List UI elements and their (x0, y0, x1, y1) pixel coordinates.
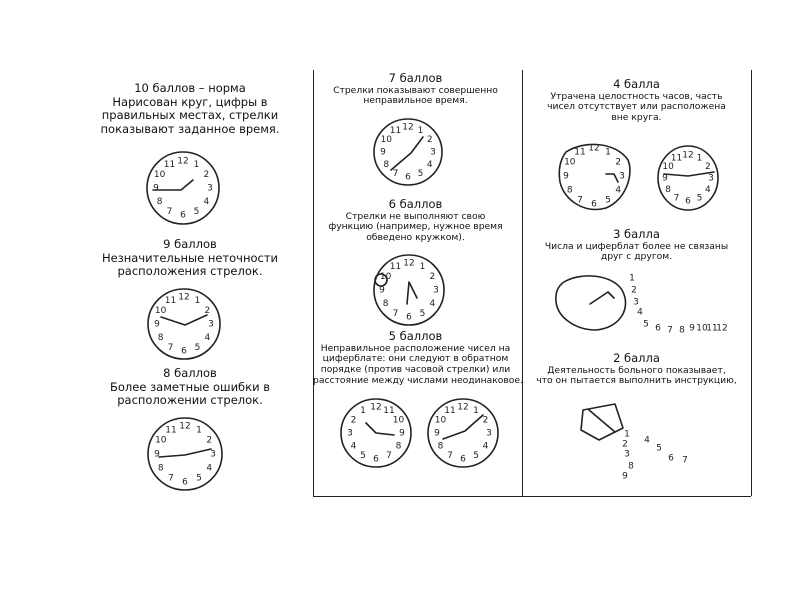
clock-numeral: 5 (419, 308, 426, 319)
scattered-numeral: 3 (633, 297, 639, 308)
clock-numeral: 8 (566, 185, 573, 196)
clock-4-points-left (554, 138, 640, 216)
score-5-line-2: циферблате: они следуют в обратном (322, 353, 509, 365)
clock-numeral: 1 (696, 153, 703, 164)
clock-numeral: 3 (433, 285, 439, 296)
clock-2-points (575, 400, 705, 485)
clock-numeral: 4 (206, 463, 213, 474)
clock-7-points (371, 115, 445, 189)
clock-numeral: 4 (350, 441, 357, 452)
clock-numeral: 12 (588, 143, 600, 154)
clock-numeral: 2 (206, 435, 213, 446)
clock-numeral: 4 (705, 185, 711, 195)
clock-numeral: 7 (447, 451, 453, 461)
clock-numeral: 5 (605, 195, 611, 206)
score-5-line-3: порядке (против часовой стрелки) или (320, 364, 511, 376)
clock-numeral: 3 (210, 449, 216, 460)
score-8-line-1: Более заметные ошибки в (109, 379, 270, 394)
score-5-line-1: Неправильное расположение чисел на (320, 342, 511, 354)
clock-6-points (371, 252, 447, 328)
clock-numeral: 2 (426, 135, 433, 145)
clock-5-right-numerals (434, 403, 492, 465)
clock-numeral: 9 (434, 428, 440, 439)
clock-5-right-hands (443, 415, 483, 439)
clock-numeral: 1 (417, 125, 424, 136)
score-9-line-1: Незначительные неточности (101, 250, 279, 265)
clock-numeral: 2 (429, 272, 436, 282)
score-8-title: 8 баллов (163, 366, 217, 380)
clock-numeral: 12 (177, 156, 189, 167)
clock-numeral: 9 (399, 428, 405, 439)
clock-numeral: 7 (167, 342, 174, 353)
clock-numeral: 10 (380, 135, 393, 145)
clock-numeral: 10 (392, 415, 405, 426)
scattered-numeral: 6 (655, 323, 661, 334)
clock-numeral: 10 (564, 157, 576, 168)
divider-vertical-left (313, 70, 314, 496)
clock-7-numerals (380, 123, 436, 183)
clock-numeral: 12 (178, 292, 190, 303)
clock-numeral: 6 (181, 346, 187, 357)
score-9-title: 9 баллов (163, 237, 217, 251)
clock-numeral: 7 (386, 451, 392, 461)
scattered-numeral: 11 (706, 323, 718, 334)
clock-numeral: 6 (685, 196, 691, 207)
clock-10-hands (153, 180, 193, 190)
clock-numeral: 4 (482, 441, 489, 452)
score-10-description (80, 82, 300, 136)
clock-numeral: 9 (380, 147, 386, 158)
clock-numeral: 8 (156, 197, 163, 207)
clock-numeral: 7 (392, 169, 399, 180)
clock-numeral: 2 (350, 415, 357, 426)
clock-numeral: 4 (615, 185, 622, 196)
clock-2-hand (589, 410, 615, 432)
clock-numeral: 8 (157, 463, 164, 474)
clock-8-hands (159, 449, 211, 457)
score-3-title: 3 балла (613, 227, 660, 241)
score-4-line-2: чисел отсутствует или расположена (547, 101, 726, 113)
clock-numeral: 6 (180, 210, 186, 221)
clock-numeral: 11 (670, 153, 683, 164)
scattered-numeral: 2 (622, 439, 628, 450)
clock-numeral: 12 (457, 402, 469, 413)
clock-numeral: 1 (419, 262, 426, 273)
clock-numeral: 8 (382, 299, 389, 309)
clock-numeral: 3 (347, 428, 353, 439)
clock-numeral: 10 (434, 415, 447, 426)
scattered-numeral: 10 (696, 323, 708, 334)
score-10-title: 10 баллов – норма (134, 81, 246, 95)
score-2-line-2: что он пытается выполнить инструкцию, (536, 375, 737, 387)
clock-numeral: 11 (165, 425, 177, 436)
scattered-numeral: 5 (643, 319, 649, 330)
clock-numeral: 9 (563, 171, 569, 182)
clock-numeral: 9 (379, 285, 385, 296)
score-3-description (524, 228, 749, 263)
score-3-line-1: Числа и циферблат более не связаны (544, 240, 729, 252)
clock-numeral: 11 (389, 262, 402, 273)
clock-numeral: 7 (392, 308, 399, 319)
clock-numeral: 1 (473, 406, 479, 416)
clock-numeral: 2 (615, 157, 622, 168)
scattered-numeral: 9 (689, 323, 695, 334)
clock-numeral: 3 (208, 319, 214, 330)
clock-numeral: 5 (417, 169, 424, 180)
clock-6-hands (407, 282, 417, 304)
scattered-numeral: 9 (622, 471, 628, 482)
score-10-line-2: правильных местах, стрелки (101, 108, 279, 123)
scattered-numeral: 3 (624, 449, 630, 460)
clock-2-scattered-numerals (622, 430, 688, 482)
clock-4-points-right (652, 140, 728, 216)
clock-numeral: 2 (705, 162, 711, 172)
clock-numeral: 12 (370, 402, 382, 413)
scattered-numeral: 8 (679, 325, 685, 336)
clock-3-points (550, 268, 740, 340)
score-7-line-2: неправильное время. (363, 95, 468, 107)
clock-numeral: 4 (429, 299, 436, 309)
score-4-line-1: Утрачена целостность часов, часть (550, 90, 723, 102)
divider-bottom-right (522, 496, 751, 497)
score-7-line-1: Стрелки показывают совершенно (333, 84, 498, 96)
score-9-description (80, 238, 300, 279)
score-5-title: 5 баллов (388, 329, 443, 343)
clock-numeral: 12 (179, 421, 191, 432)
clock-numeral: 9 (154, 319, 160, 330)
clock-numeral: 6 (406, 312, 412, 323)
scattered-numeral: 1 (629, 273, 635, 284)
score-7-title: 7 баллов (388, 71, 443, 85)
score-4-line-3: вне круга. (611, 112, 662, 124)
clock-numeral: 8 (395, 441, 402, 452)
clock-3-scattered-numerals (629, 274, 728, 336)
clock-4-right-hands (664, 172, 714, 176)
clock-5-points-right (425, 395, 501, 471)
clock-numeral: 3 (486, 428, 492, 439)
score-8-description (80, 367, 300, 408)
clock-numeral: 11 (163, 160, 176, 171)
clock-numeral: 5 (196, 473, 202, 484)
clock-numeral: 3 (619, 171, 625, 182)
clock-numeral: 5 (360, 451, 366, 461)
clock-10-points (143, 148, 223, 228)
clock-numeral: 3 (207, 183, 213, 194)
score-5-description (313, 329, 523, 387)
clock-numeral: 5 (193, 206, 200, 217)
score-6-title: 6 баллов (388, 197, 443, 211)
clock-numeral: 11 (389, 125, 402, 136)
clock-numeral: 5 (194, 342, 201, 353)
clock-numeral: 6 (460, 454, 466, 465)
score-4-description (524, 78, 749, 124)
clock-numeral: 11 (164, 296, 177, 307)
score-6-line-3: обведено кружком). (366, 232, 465, 244)
clock-5-points-left (338, 395, 414, 471)
clock-numeral: 2 (203, 170, 210, 180)
clock-numeral: 10 (155, 435, 167, 446)
clock-numeral: 2 (204, 306, 211, 316)
clock-9-points (145, 285, 223, 363)
clock-numeral: 10 (379, 272, 392, 282)
score-5-line-4: расстояние между числами неодинаковое. (313, 375, 523, 387)
clock-numeral: 1 (196, 425, 202, 436)
clock-numeral: 9 (662, 173, 668, 184)
clock-numeral: 1 (360, 406, 366, 416)
clock-numeral: 12 (402, 122, 414, 133)
score-2-description (524, 352, 749, 387)
scattered-numeral: 8 (628, 461, 634, 472)
clock-numeral: 11 (383, 406, 395, 416)
scattered-numeral: 1 (624, 429, 630, 440)
clock-numeral: 9 (154, 449, 160, 460)
scattered-numeral: 12 (716, 323, 728, 334)
clock-numeral: 5 (696, 193, 703, 204)
clock-numeral: 9 (153, 183, 159, 194)
clock-numeral: 12 (682, 150, 694, 161)
clock-numeral: 3 (430, 147, 436, 158)
clock-9-hands (161, 315, 207, 325)
clock-8-points (145, 415, 225, 493)
scattered-numeral: 7 (682, 455, 688, 466)
clock-numeral: 8 (665, 185, 671, 195)
clock-3-hands (590, 292, 614, 304)
clock-numeral: 4 (204, 333, 211, 343)
scattered-numeral: 5 (656, 443, 662, 454)
clock-numeral: 8 (437, 441, 444, 452)
clock-numeral: 12 (403, 258, 415, 269)
clock-numeral: 11 (444, 406, 456, 416)
clock-5-left-hands (366, 423, 394, 435)
clock-numeral: 6 (182, 477, 188, 488)
score-9-line-2: расположения стрелок. (117, 264, 263, 279)
clock-numeral: 4 (203, 197, 210, 207)
divider-vertical-right (751, 70, 752, 496)
clock-numeral: 1 (605, 147, 611, 158)
clock-numeral: 7 (166, 206, 173, 217)
clock-7-hands (391, 137, 423, 170)
score-10-line-3: показывают заданное время. (100, 121, 280, 136)
clock-numeral: 6 (591, 199, 597, 210)
scattered-numeral: 2 (631, 285, 637, 296)
clock-4-right-numerals (662, 151, 714, 207)
clock-numeral: 7 (168, 473, 174, 484)
clock-numeral: 5 (473, 451, 479, 461)
score-6-line-2: функцию (например, нужное время (328, 221, 503, 233)
divider-bottom-middle (313, 496, 522, 497)
score-6-line-1: Стрелки не выполняют свою (345, 210, 486, 222)
clock-numeral: 7 (577, 195, 583, 206)
score-7-description (313, 72, 518, 107)
scattered-numeral: 7 (667, 325, 673, 336)
score-2-line-1: Деятельность больного показывает, (547, 364, 726, 376)
clock-numeral: 3 (708, 173, 714, 184)
clock-numeral: 6 (373, 454, 379, 465)
clock-numeral: 2 (482, 415, 489, 426)
score-10-line-1: Нарисован круг, цифры в (112, 94, 268, 109)
score-3-line-2: друг с другом. (600, 251, 673, 263)
clock-numeral: 4 (426, 160, 433, 170)
clock-numeral: 10 (154, 306, 167, 316)
scattered-numeral: 6 (668, 453, 674, 464)
score-2-title: 2 балла (613, 351, 660, 365)
clock-numeral: 11 (574, 147, 586, 158)
clock-numeral: 1 (193, 160, 200, 171)
clock-numeral: 6 (405, 172, 411, 183)
clock-numeral: 1 (194, 296, 201, 307)
clock-4-left-hands (606, 174, 618, 182)
clock-numeral: 8 (383, 160, 390, 170)
scattered-numeral: 4 (637, 307, 643, 318)
clock-numeral: 10 (153, 170, 166, 180)
divider-vertical-middle (522, 70, 523, 496)
clock-numeral: 10 (662, 162, 674, 172)
scattered-numeral: 4 (644, 435, 650, 446)
clock-numeral: 8 (157, 333, 164, 343)
clock-numeral: 7 (673, 193, 680, 204)
score-4-title: 4 балла (613, 77, 660, 91)
score-8-line-2: расположении стрелок. (117, 393, 263, 408)
score-6-description (313, 198, 518, 244)
